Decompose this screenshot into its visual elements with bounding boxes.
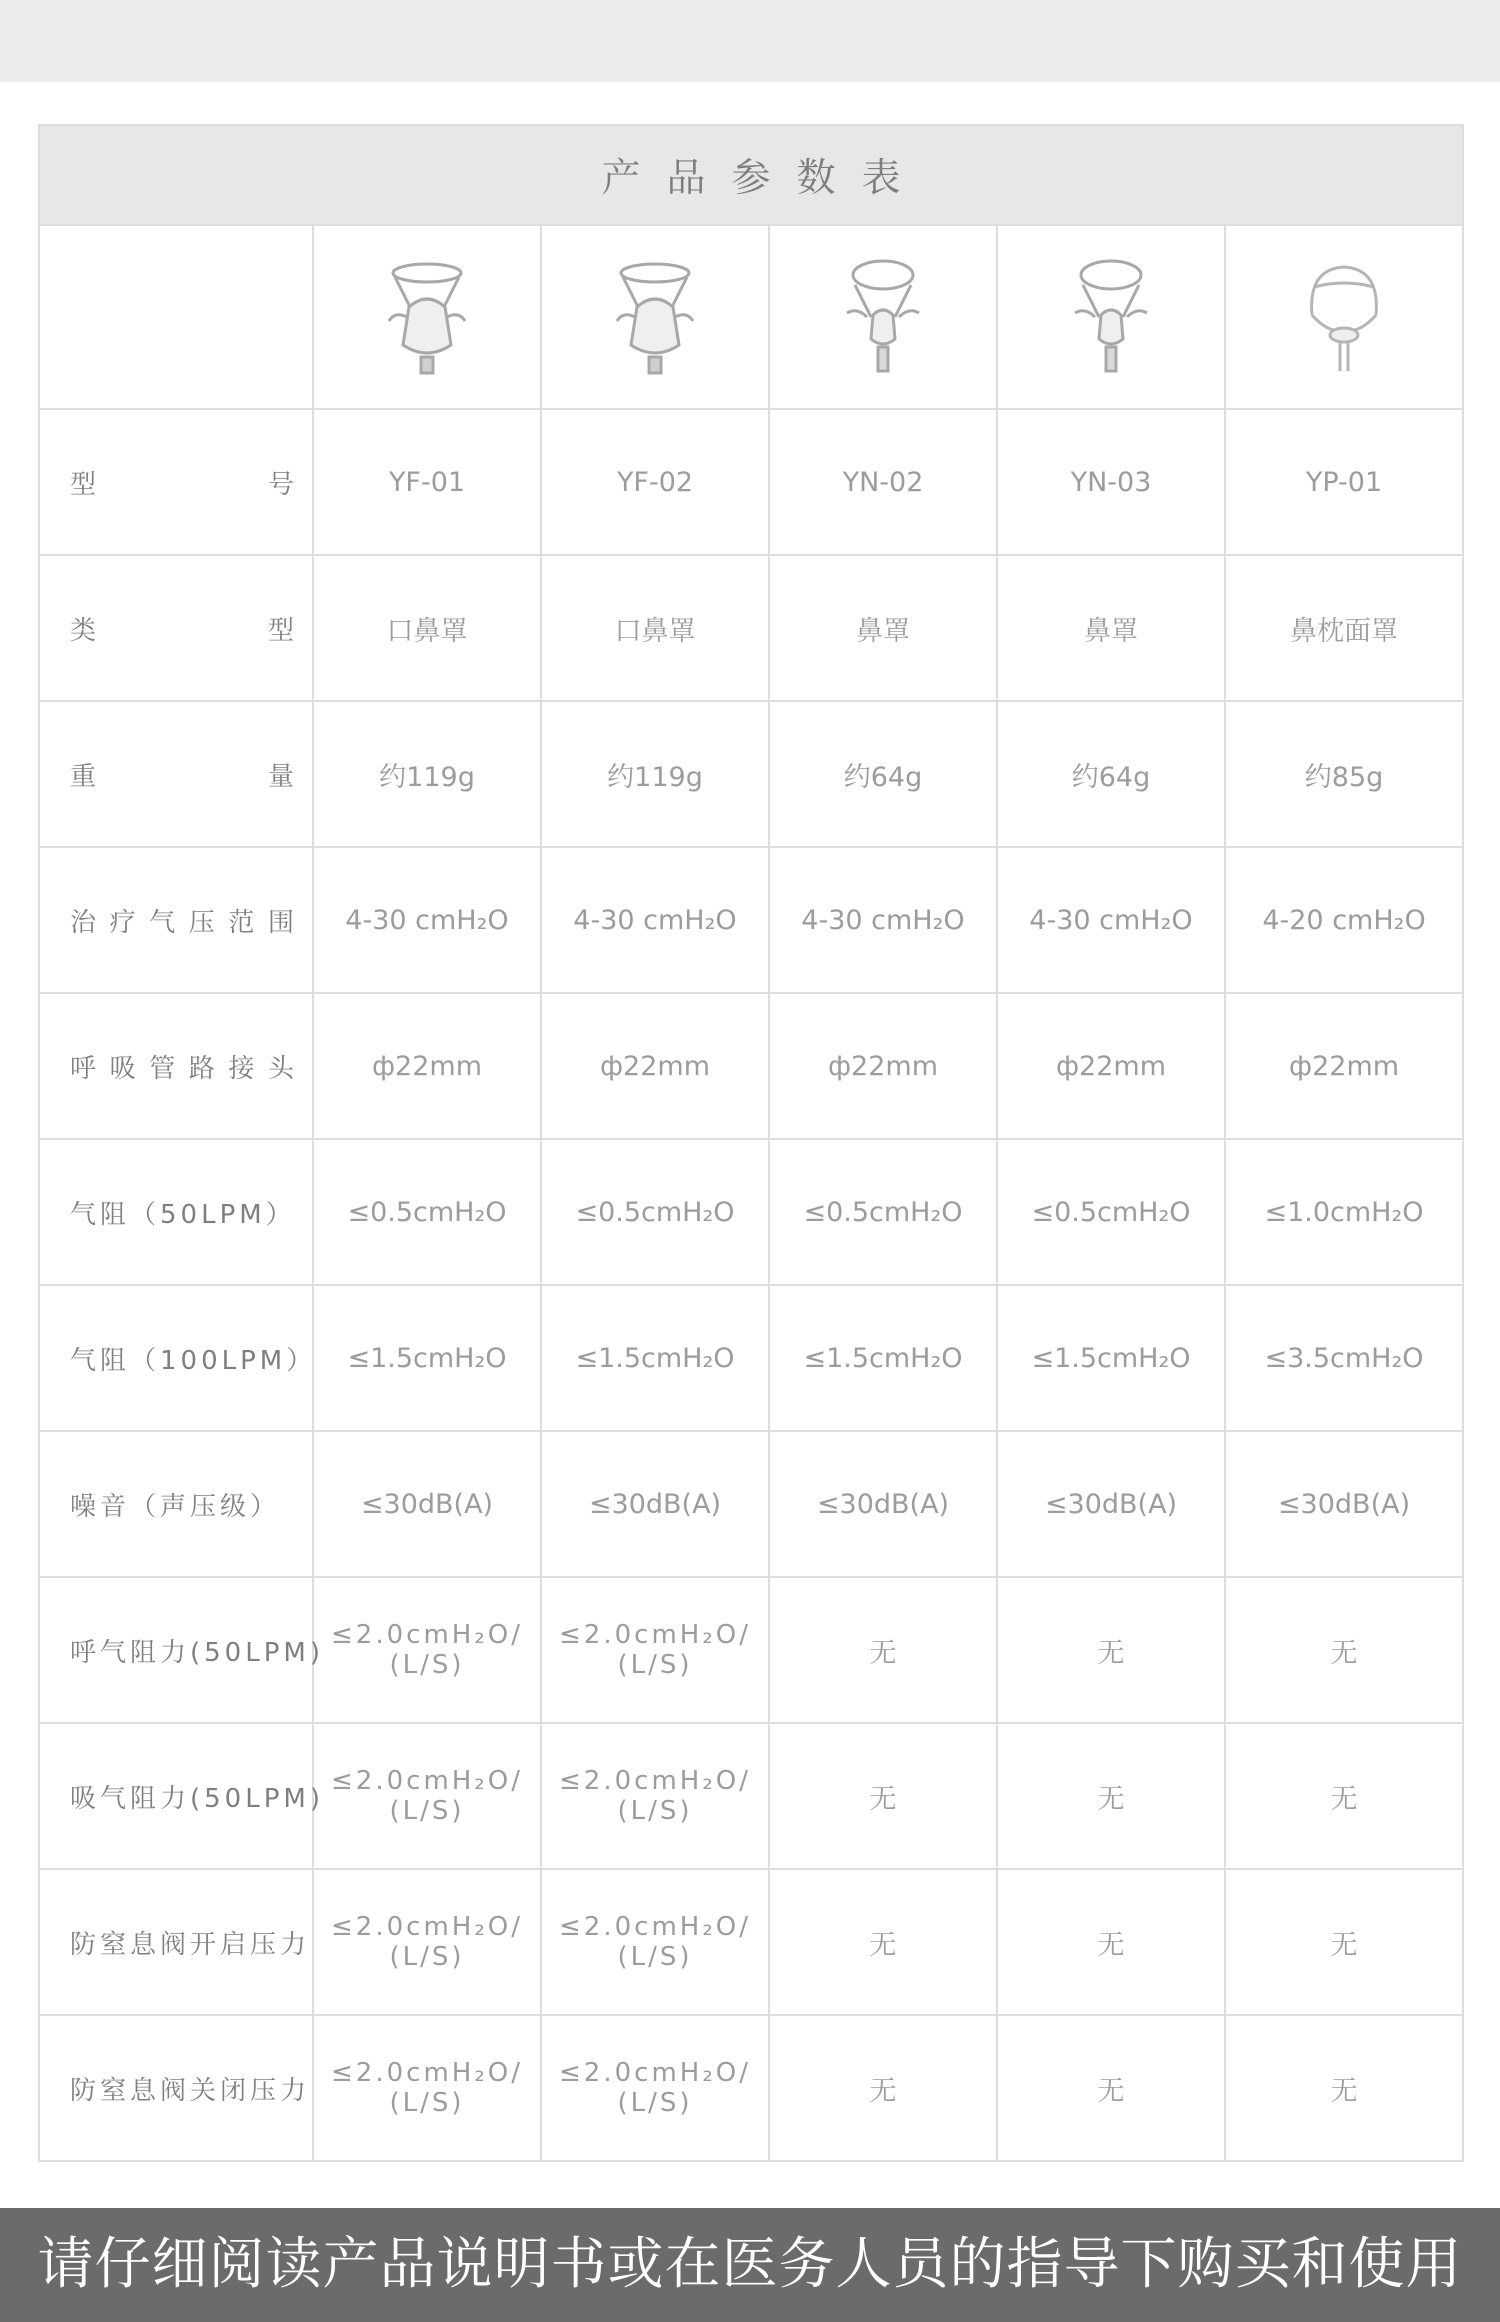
table-cell: ≤1.5cmH₂O bbox=[541, 1285, 769, 1431]
table-cell: ≤3.5cmH₂O bbox=[1225, 1285, 1463, 1431]
nasal-pillow-mask-icon bbox=[1225, 225, 1463, 409]
table-cell: ≤2.0cmH₂O/ (L/S) bbox=[541, 1723, 769, 1869]
table-cell: 无 bbox=[997, 1723, 1225, 1869]
table-cell: ≤1.5cmH₂O bbox=[313, 1285, 541, 1431]
table-row bbox=[39, 409, 1463, 555]
table-row bbox=[39, 847, 1463, 993]
table-row bbox=[39, 1139, 1463, 1285]
table-cell: ф22mm bbox=[769, 993, 997, 1139]
table-cell: 无 bbox=[1225, 1869, 1463, 2015]
table-title-row bbox=[39, 125, 1463, 225]
table-cell: 4-30 cmH₂O bbox=[997, 847, 1225, 993]
table-cell: 无 bbox=[1225, 1723, 1463, 1869]
table-cell: ≤0.5cmH₂O bbox=[541, 1139, 769, 1285]
table-cell: ф22mm bbox=[1225, 993, 1463, 1139]
table-cell: 4-30 cmH₂O bbox=[769, 847, 997, 993]
table-row bbox=[39, 1285, 1463, 1431]
full-face-mask-icon bbox=[541, 225, 769, 409]
spec-table bbox=[38, 124, 1464, 2162]
top-band bbox=[0, 0, 1500, 82]
table-cell: 无 bbox=[1225, 1577, 1463, 1723]
table-cell: 约85g bbox=[1225, 701, 1463, 847]
table-cell: ≤2.0cmH₂O/ (L/S) bbox=[313, 1723, 541, 1869]
table-cell: ≤0.5cmH₂O bbox=[997, 1139, 1225, 1285]
table-cell: YN-02 bbox=[769, 409, 997, 555]
table-cell: ≤2.0cmH₂O/ (L/S) bbox=[541, 1869, 769, 2015]
row-label: 重量 bbox=[39, 701, 313, 847]
table-cell: 约119g bbox=[313, 701, 541, 847]
nasal-mask-icon bbox=[997, 225, 1225, 409]
table-row bbox=[39, 701, 1463, 847]
row-label: 呼气阻力(50LPM) bbox=[39, 1577, 313, 1723]
row-label: 呼吸管路接头 bbox=[39, 993, 313, 1139]
table-cell: YF-02 bbox=[541, 409, 769, 555]
table-cell: 口鼻罩 bbox=[313, 555, 541, 701]
row-label: 防窒息阀开启压力 bbox=[39, 1869, 313, 2015]
table-cell: ≤2.0cmH₂O/ (L/S) bbox=[313, 1577, 541, 1723]
table-cell: ф22mm bbox=[313, 993, 541, 1139]
row-label: 噪音（声压级） bbox=[39, 1431, 313, 1577]
row-label: 气阻（100LPM） bbox=[39, 1285, 313, 1431]
table-cell: ≤30dB(A) bbox=[1225, 1431, 1463, 1577]
row-label: 吸气阻力(50LPM) bbox=[39, 1723, 313, 1869]
table-cell: 无 bbox=[997, 2015, 1225, 2161]
table-cell: ≤30dB(A) bbox=[997, 1431, 1225, 1577]
table-cell: ≤2.0cmH₂O/ (L/S) bbox=[541, 1577, 769, 1723]
row-label: 治疗气压范围 bbox=[39, 847, 313, 993]
table-cell: 4-30 cmH₂O bbox=[313, 847, 541, 993]
table-title: 产品参数表 bbox=[39, 125, 1463, 225]
nasal-mask-icon bbox=[769, 225, 997, 409]
table-cell: YN-03 bbox=[997, 409, 1225, 555]
table-cell: 鼻罩 bbox=[769, 555, 997, 701]
footer-notice: 请仔细阅读产品说明书或在医务人员的指导下购买和使用 bbox=[0, 2208, 1500, 2322]
table-cell: 无 bbox=[769, 1723, 997, 1869]
table-cell: 无 bbox=[997, 1577, 1225, 1723]
table-cell: ≤1.5cmH₂O bbox=[997, 1285, 1225, 1431]
full-face-mask-icon bbox=[313, 225, 541, 409]
table-cell: ≤2.0cmH₂O/ (L/S) bbox=[541, 2015, 769, 2161]
table-row bbox=[39, 1723, 1463, 1869]
table-cell: 无 bbox=[769, 1869, 997, 2015]
table-cell: 4-20 cmH₂O bbox=[1225, 847, 1463, 993]
table-cell: 无 bbox=[769, 1577, 997, 1723]
table-cell: ≤30dB(A) bbox=[313, 1431, 541, 1577]
table-cell: 鼻枕面罩 bbox=[1225, 555, 1463, 701]
table-cell: 鼻罩 bbox=[997, 555, 1225, 701]
corner-cell bbox=[39, 225, 313, 409]
table-cell: 无 bbox=[769, 2015, 997, 2161]
table-cell: 4-30 cmH₂O bbox=[541, 847, 769, 993]
table-cell: ≤2.0cmH₂O/ (L/S) bbox=[313, 1869, 541, 2015]
table-cell: YP-01 bbox=[1225, 409, 1463, 555]
table-cell: 约119g bbox=[541, 701, 769, 847]
table-cell: 约64g bbox=[997, 701, 1225, 847]
table-row bbox=[39, 1577, 1463, 1723]
table-cell: ≤30dB(A) bbox=[769, 1431, 997, 1577]
row-label: 气阻（50LPM） bbox=[39, 1139, 313, 1285]
table-cell: ≤30dB(A) bbox=[541, 1431, 769, 1577]
table-cell: ≤0.5cmH₂O bbox=[313, 1139, 541, 1285]
table-cell: YF-01 bbox=[313, 409, 541, 555]
table-cell: 口鼻罩 bbox=[541, 555, 769, 701]
table-cell: ф22mm bbox=[541, 993, 769, 1139]
table-cell: 无 bbox=[997, 1869, 1225, 2015]
table-row bbox=[39, 1431, 1463, 1577]
table-cell: ≤1.5cmH₂O bbox=[769, 1285, 997, 1431]
row-label: 型号 bbox=[39, 409, 313, 555]
table-row bbox=[39, 2015, 1463, 2161]
table-row bbox=[39, 993, 1463, 1139]
table-cell: ≤2.0cmH₂O/ (L/S) bbox=[313, 2015, 541, 2161]
table-row bbox=[39, 555, 1463, 701]
row-label: 类型 bbox=[39, 555, 313, 701]
product-image-row bbox=[39, 225, 1463, 409]
table-cell: 无 bbox=[1225, 2015, 1463, 2161]
table-row bbox=[39, 1869, 1463, 2015]
table-cell: 约64g bbox=[769, 701, 997, 847]
table-cell: ≤0.5cmH₂O bbox=[769, 1139, 997, 1285]
table-cell: ≤1.0cmH₂O bbox=[1225, 1139, 1463, 1285]
row-label: 防窒息阀关闭压力 bbox=[39, 2015, 313, 2161]
table-cell: ф22mm bbox=[997, 993, 1225, 1139]
